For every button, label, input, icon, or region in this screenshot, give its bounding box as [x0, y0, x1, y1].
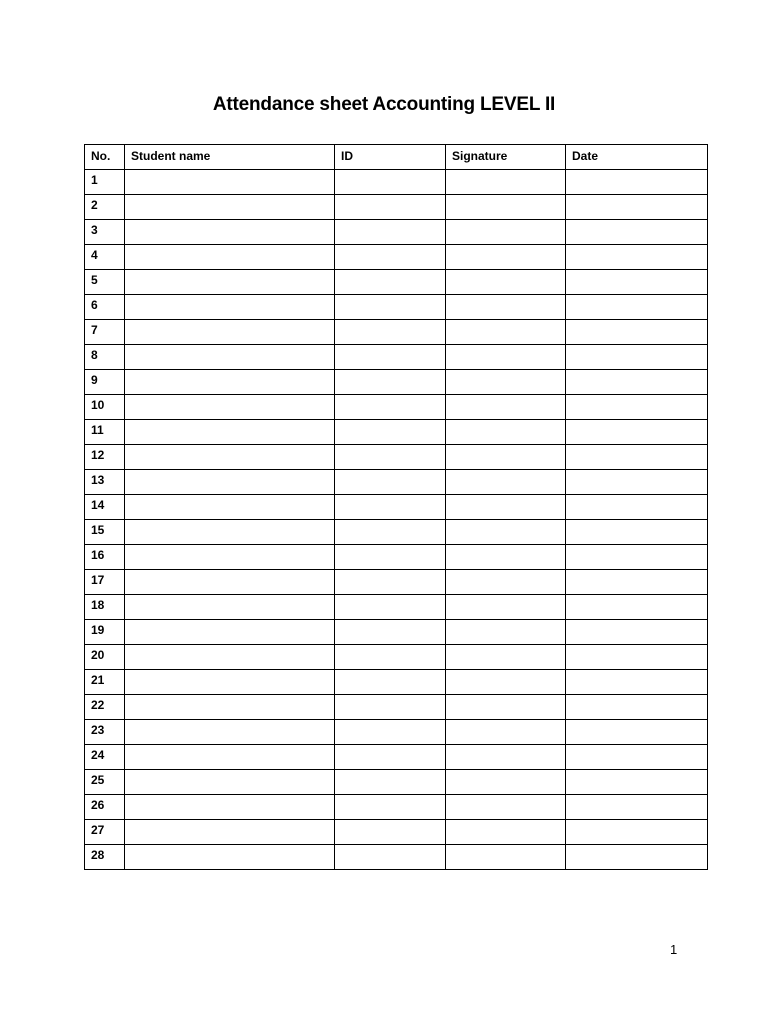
attendance-table: [84, 144, 708, 870]
id-cell[interactable]: [335, 445, 446, 470]
header-row: [85, 145, 708, 170]
table-row: [85, 845, 708, 870]
signature-cell[interactable]: [446, 245, 566, 270]
student-name-cell[interactable]: [125, 595, 335, 620]
table-row: [85, 445, 708, 470]
student-name-cell[interactable]: [125, 620, 335, 645]
row-number-cell: 5: [85, 270, 125, 295]
signature-cell[interactable]: [446, 720, 566, 745]
date-cell[interactable]: [566, 270, 708, 295]
student-name-cell[interactable]: [125, 395, 335, 420]
id-cell[interactable]: [335, 345, 446, 370]
table-body: [85, 170, 708, 870]
signature-cell[interactable]: [446, 595, 566, 620]
table-row: [85, 470, 708, 495]
table-row: [85, 695, 708, 720]
table-row: [85, 320, 708, 345]
table-row: [85, 370, 708, 395]
date-cell[interactable]: [566, 195, 708, 220]
student-name-cell[interactable]: [125, 695, 335, 720]
date-cell[interactable]: [566, 620, 708, 645]
id-cell[interactable]: [335, 195, 446, 220]
id-cell[interactable]: [335, 795, 446, 820]
student-name-cell[interactable]: [125, 820, 335, 845]
student-name-cell[interactable]: [125, 220, 335, 245]
table-row: [85, 545, 708, 570]
id-cell[interactable]: [335, 520, 446, 545]
row-number-cell: 13: [85, 470, 125, 495]
date-cell[interactable]: [566, 795, 708, 820]
table-row: [85, 670, 708, 695]
row-number-cell: 17: [85, 570, 125, 595]
student-name-cell[interactable]: [125, 745, 335, 770]
student-name-cell[interactable]: [125, 195, 335, 220]
date-cell[interactable]: [566, 220, 708, 245]
id-cell[interactable]: [335, 295, 446, 320]
table-row: [85, 270, 708, 295]
signature-cell[interactable]: [446, 695, 566, 720]
signature-cell[interactable]: [446, 420, 566, 445]
signature-cell[interactable]: [446, 295, 566, 320]
row-number-cell: 6: [85, 295, 125, 320]
table-row: [85, 295, 708, 320]
date-cell[interactable]: [566, 770, 708, 795]
signature-cell[interactable]: [446, 645, 566, 670]
student-name-cell[interactable]: [125, 370, 335, 395]
header-date: Date: [566, 145, 708, 170]
row-number-cell: 10: [85, 395, 125, 420]
id-cell[interactable]: [335, 820, 446, 845]
id-cell[interactable]: [335, 670, 446, 695]
student-name-cell[interactable]: [125, 520, 335, 545]
id-cell[interactable]: [335, 320, 446, 345]
student-name-cell[interactable]: [125, 845, 335, 870]
student-name-cell[interactable]: [125, 245, 335, 270]
signature-cell[interactable]: [446, 370, 566, 395]
date-cell[interactable]: [566, 545, 708, 570]
signature-cell[interactable]: [446, 270, 566, 295]
header-student-name: Student name: [125, 145, 335, 170]
id-cell[interactable]: [335, 570, 446, 595]
signature-cell[interactable]: [446, 570, 566, 595]
student-name-cell[interactable]: [125, 470, 335, 495]
date-cell[interactable]: [566, 395, 708, 420]
signature-cell[interactable]: [446, 620, 566, 645]
signature-cell[interactable]: [446, 195, 566, 220]
student-name-cell[interactable]: [125, 570, 335, 595]
header-id: ID: [335, 145, 446, 170]
table-row: [85, 595, 708, 620]
table-row: [85, 170, 708, 195]
date-cell[interactable]: [566, 320, 708, 345]
signature-cell[interactable]: [446, 795, 566, 820]
signature-cell[interactable]: [446, 495, 566, 520]
id-cell[interactable]: [335, 545, 446, 570]
date-cell[interactable]: [566, 645, 708, 670]
student-name-cell[interactable]: [125, 445, 335, 470]
page-title: Attendance sheet Accounting LEVEL II: [212, 94, 556, 115]
date-cell[interactable]: [566, 420, 708, 445]
signature-cell[interactable]: [446, 745, 566, 770]
row-number-cell: 18: [85, 595, 125, 620]
table-row: [85, 245, 708, 270]
date-cell[interactable]: [566, 295, 708, 320]
row-number-cell: 15: [85, 520, 125, 545]
date-cell[interactable]: [566, 345, 708, 370]
table-row: [85, 345, 708, 370]
date-cell[interactable]: [566, 695, 708, 720]
date-cell[interactable]: [566, 845, 708, 870]
signature-cell[interactable]: [446, 845, 566, 870]
student-name-cell[interactable]: [125, 720, 335, 745]
table-row: [85, 620, 708, 645]
student-name-cell[interactable]: [125, 345, 335, 370]
row-number-cell: 12: [85, 445, 125, 470]
signature-cell[interactable]: [446, 220, 566, 245]
signature-cell[interactable]: [446, 545, 566, 570]
id-cell[interactable]: [335, 220, 446, 245]
header-no: No.: [85, 145, 125, 170]
row-number-cell: 4: [85, 245, 125, 270]
student-name-cell[interactable]: [125, 770, 335, 795]
row-number-cell: 27: [85, 820, 125, 845]
table-row: [85, 795, 708, 820]
row-number-cell: 14: [85, 495, 125, 520]
signature-cell[interactable]: [446, 820, 566, 845]
table-row: [85, 420, 708, 445]
id-cell[interactable]: [335, 420, 446, 445]
student-name-cell[interactable]: [125, 320, 335, 345]
id-cell[interactable]: [335, 595, 446, 620]
table-row: [85, 770, 708, 795]
id-cell[interactable]: [335, 270, 446, 295]
date-cell[interactable]: [566, 245, 708, 270]
signature-cell[interactable]: [446, 520, 566, 545]
row-number-cell: 9: [85, 370, 125, 395]
student-name-cell[interactable]: [125, 295, 335, 320]
signature-cell[interactable]: [446, 770, 566, 795]
row-number-cell: 26: [85, 795, 125, 820]
row-number-cell: 16: [85, 545, 125, 570]
date-cell[interactable]: [566, 370, 708, 395]
signature-cell[interactable]: [446, 470, 566, 495]
id-cell[interactable]: [335, 770, 446, 795]
id-cell[interactable]: [335, 645, 446, 670]
row-number-cell: 7: [85, 320, 125, 345]
id-cell[interactable]: [335, 695, 446, 720]
row-number-cell: 19: [85, 620, 125, 645]
row-number-cell: 28: [85, 845, 125, 870]
id-cell[interactable]: [335, 720, 446, 745]
row-number-cell: 25: [85, 770, 125, 795]
student-name-cell[interactable]: [125, 170, 335, 195]
student-name-cell[interactable]: [125, 670, 335, 695]
signature-cell[interactable]: [446, 670, 566, 695]
row-number-cell: 23: [85, 720, 125, 745]
student-name-cell[interactable]: [125, 420, 335, 445]
row-number-cell: 3: [85, 220, 125, 245]
date-cell[interactable]: [566, 445, 708, 470]
student-name-cell[interactable]: [125, 495, 335, 520]
table-row: [85, 720, 708, 745]
row-number-cell: 11: [85, 420, 125, 445]
date-cell[interactable]: [566, 670, 708, 695]
table-row: [85, 195, 708, 220]
signature-cell[interactable]: [446, 170, 566, 195]
table-row: [85, 645, 708, 670]
row-number-cell: 2: [85, 195, 125, 220]
table-row: [85, 570, 708, 595]
signature-cell[interactable]: [446, 395, 566, 420]
header-signature: Signature: [446, 145, 566, 170]
id-cell[interactable]: [335, 245, 446, 270]
table-row: [85, 220, 708, 245]
table-header: [85, 145, 708, 170]
date-cell[interactable]: [566, 570, 708, 595]
signature-cell[interactable]: [446, 345, 566, 370]
id-cell[interactable]: [335, 495, 446, 520]
id-cell[interactable]: [335, 845, 446, 870]
table-row: [85, 820, 708, 845]
date-cell[interactable]: [566, 495, 708, 520]
id-cell[interactable]: [335, 170, 446, 195]
id-cell[interactable]: [335, 470, 446, 495]
date-cell[interactable]: [566, 745, 708, 770]
student-name-cell[interactable]: [125, 545, 335, 570]
student-name-cell[interactable]: [125, 270, 335, 295]
row-number-cell: 8: [85, 345, 125, 370]
row-number-cell: 20: [85, 645, 125, 670]
student-name-cell[interactable]: [125, 795, 335, 820]
id-cell[interactable]: [335, 620, 446, 645]
date-cell[interactable]: [566, 595, 708, 620]
id-cell[interactable]: [335, 745, 446, 770]
table-row: [85, 495, 708, 520]
row-number-cell: 1: [85, 170, 125, 195]
date-cell[interactable]: [566, 820, 708, 845]
row-number-cell: 21: [85, 670, 125, 695]
date-cell[interactable]: [566, 720, 708, 745]
signature-cell[interactable]: [446, 445, 566, 470]
row-number-cell: 24: [85, 745, 125, 770]
page-number: 1: [670, 942, 678, 957]
date-cell[interactable]: [566, 520, 708, 545]
date-cell[interactable]: [566, 470, 708, 495]
id-cell[interactable]: [335, 370, 446, 395]
table-row: [85, 520, 708, 545]
student-name-cell[interactable]: [125, 645, 335, 670]
row-number-cell: 22: [85, 695, 125, 720]
id-cell[interactable]: [335, 395, 446, 420]
table-row: [85, 745, 708, 770]
date-cell[interactable]: [566, 170, 708, 195]
table-row: [85, 395, 708, 420]
signature-cell[interactable]: [446, 320, 566, 345]
